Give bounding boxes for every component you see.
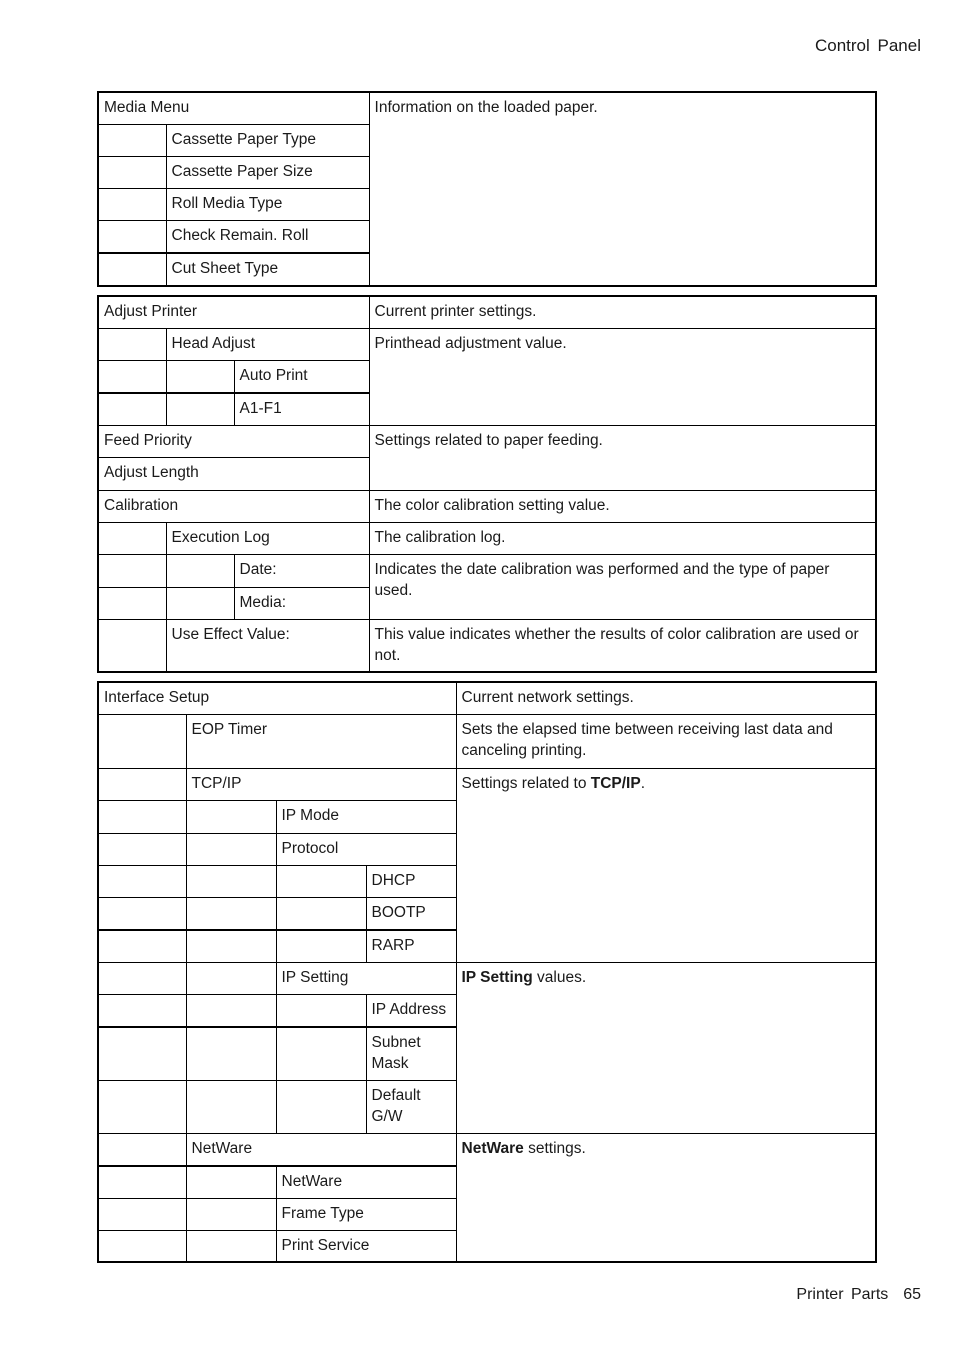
use-effect-label: Use Effect Value: — [166, 619, 369, 672]
menu-item: IP Address — [366, 994, 456, 1027]
running-footer — [796, 1286, 921, 1304]
calibration-label: Calibration — [98, 490, 369, 522]
tcpip-description: Settings related to TCP/IP. — [456, 768, 876, 962]
media-menu-title: Media Menu — [98, 92, 369, 124]
running-header: Control Panel — [814, 36, 921, 55]
head-adjust-label: Head Adjust — [166, 328, 369, 360]
ip-setting-label: IP Setting — [276, 962, 456, 994]
media-label: Media: — [234, 587, 369, 619]
menu-item: NetWare — [276, 1166, 456, 1198]
menu-item: Cassette Paper Size — [166, 156, 369, 188]
eop-timer-label: EOP Timer — [186, 714, 456, 768]
adjust-length-label: Adjust Length — [98, 457, 369, 490]
menu-item: Auto Print — [234, 360, 369, 393]
menu-item: BOOTP — [366, 897, 456, 930]
media-menu-description: Information on the loaded paper. — [369, 92, 876, 286]
ip-mode-label: IP Mode — [276, 800, 456, 833]
menu-item: Subnet Mask — [366, 1027, 456, 1080]
adjust-printer-table — [97, 295, 877, 673]
page-number: 65 — [903, 1286, 921, 1303]
execution-log-description: The calibration log. — [369, 522, 876, 554]
menu-item: RARP — [366, 930, 456, 962]
calibration-description: The color calibration setting value. — [369, 490, 876, 522]
tcpip-label: TCP/IP — [186, 768, 456, 800]
execution-log-label: Execution Log — [166, 522, 369, 554]
menu-item: A1-F1 — [234, 393, 369, 425]
menu-item: Cut Sheet Type — [166, 253, 369, 286]
media-menu-table — [97, 91, 877, 287]
menu-item: Print Service — [276, 1230, 456, 1262]
ip-setting-description: IP Setting values. — [456, 962, 876, 1133]
head-adjust-description: Printhead adjustment value. — [369, 328, 876, 425]
adjust-printer-description: Current printer settings. — [369, 296, 876, 328]
footer-chapter: Printer Parts — [796, 1286, 889, 1303]
netware-description: NetWare settings. — [456, 1133, 876, 1262]
date-label: Date: — [234, 554, 369, 587]
interface-setup-description: Current network settings. — [456, 682, 876, 714]
menu-item: Roll Media Type — [166, 188, 369, 220]
menu-item: DHCP — [366, 865, 456, 897]
date-media-description: Indicates the date calibration was performed and the type of paper used. — [369, 554, 876, 619]
menu-item: Frame Type — [276, 1198, 456, 1230]
adjust-printer-title: Adjust Printer — [98, 296, 369, 328]
menu-item: Cassette Paper Type — [166, 124, 369, 156]
menu-item: Default G/W — [366, 1080, 456, 1133]
interface-setup-table — [97, 681, 877, 1263]
eop-timer-description: Sets the elapsed time between receiving last data and canceling printing. — [456, 714, 876, 768]
netware-label: NetWare — [186, 1133, 456, 1166]
menu-item: Check Remain. Roll — [166, 220, 369, 253]
protocol-label: Protocol — [276, 833, 456, 865]
use-effect-description: This value indicates whether the results of color calibration are used or not. — [369, 619, 876, 672]
feed-description: Settings related to paper feeding. — [369, 425, 876, 490]
feed-priority-label: Feed Priority — [98, 425, 369, 457]
interface-setup-title: Interface Setup — [98, 682, 456, 714]
